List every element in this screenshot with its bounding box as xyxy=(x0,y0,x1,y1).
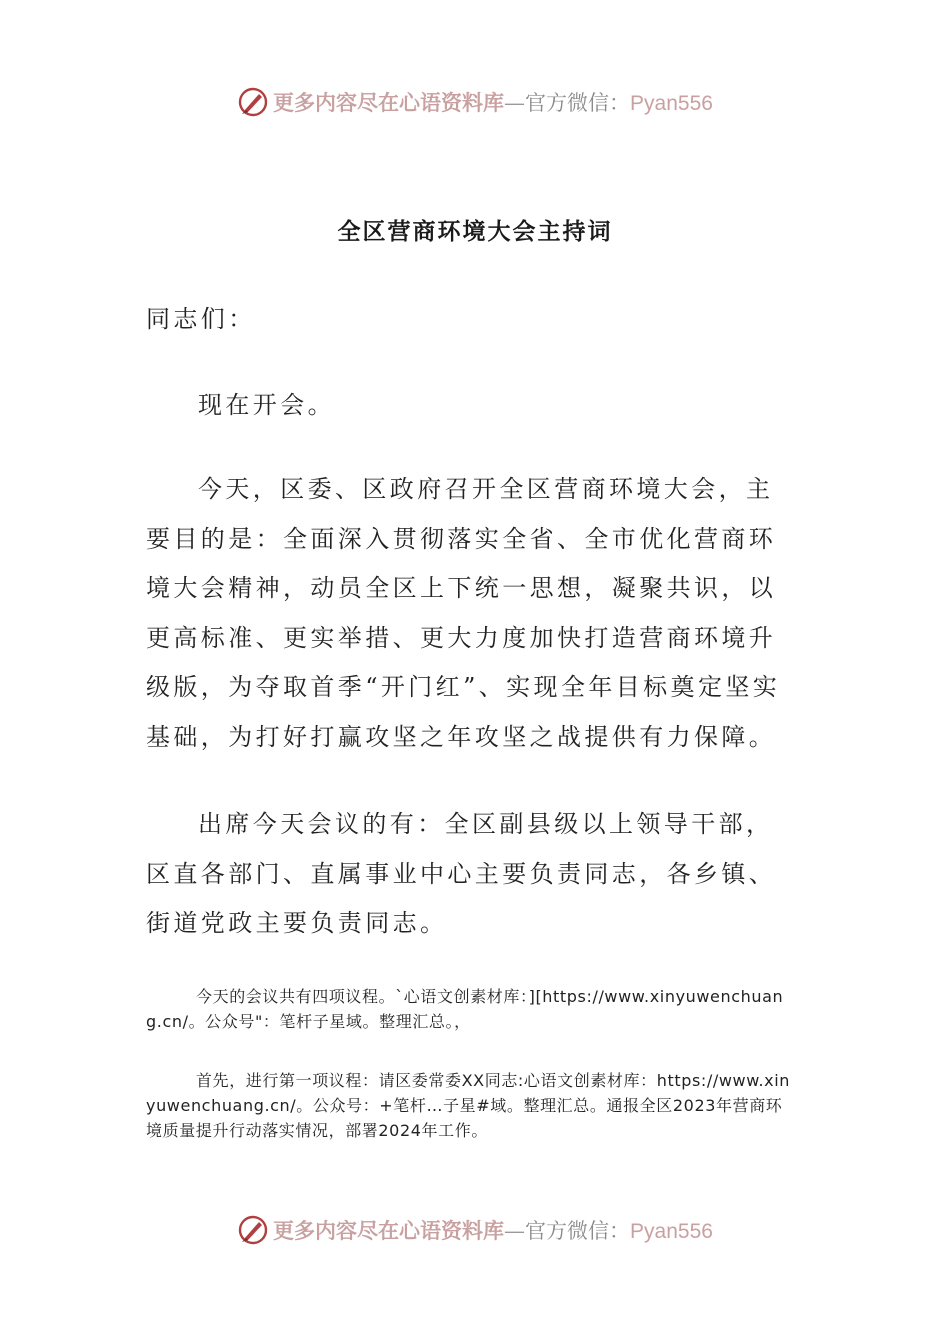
banner-wechat-id: Pyan556 xyxy=(630,1220,713,1243)
header-banner xyxy=(0,80,950,124)
banner-prefix: 更多内容尽在心语资料库 xyxy=(273,1218,505,1243)
document-title: 全区营商环境大会主持词 xyxy=(337,218,613,245)
banner-wechat-label: 官方微信： xyxy=(525,1219,631,1243)
paragraph-first-item: 首先，进行第一项议程：请区委常委XX同志:心语文创素材库：https://www.xinyuwenchuang.cn/。公众号：+笔杆…子星#域。整理汇总。通报全区2023年营商环境质量提升行动落实情况，部署2024年工作。 xyxy=(146,1071,790,1140)
paragraph-agenda: 今天的会议共有四项议程。`心语文创素材库：][https://www.xinyuwenchuang.cn/。公众号"：笔杆子星域。整理汇总。， xyxy=(146,987,784,1031)
banner-prefix: 更多内容尽在心语资料库 xyxy=(273,90,505,115)
pen-logo-icon xyxy=(237,86,269,118)
paragraph-purpose: 今天，区委、区政府召开全区营商环境大会，主要目的是：全面深入贯彻落实全省、全市优化营商环境大会精神，动员全区上下统一思想，凝聚共识，以更高标准、更实举措、更大力度加快打造营商环境升级版，为夺取首季“开门红”、实现全年目标奠定坚实基础，为打好打赢攻坚之年攻坚之战提供有力保障。 xyxy=(146,475,781,751)
footer-banner xyxy=(0,1208,950,1252)
banner-separator: — xyxy=(504,1219,526,1243)
banner-text xyxy=(273,1215,713,1245)
paragraph-attendees: 出席今天会议的有：全区副县级以上领导干部，区直各部门、直属事业中心主要负责同志，各乡镇、街道党政主要负责同志。 xyxy=(146,810,777,937)
greeting: 同志们： xyxy=(146,305,256,333)
banner-wechat-label: 官方微信： xyxy=(525,91,631,115)
pen-logo-icon xyxy=(237,1214,269,1246)
banner-text xyxy=(273,87,713,117)
paragraph-opening: 现在开会。 xyxy=(198,391,335,419)
banner-separator: — xyxy=(504,91,526,115)
banner-wechat-id: Pyan556 xyxy=(630,92,713,115)
